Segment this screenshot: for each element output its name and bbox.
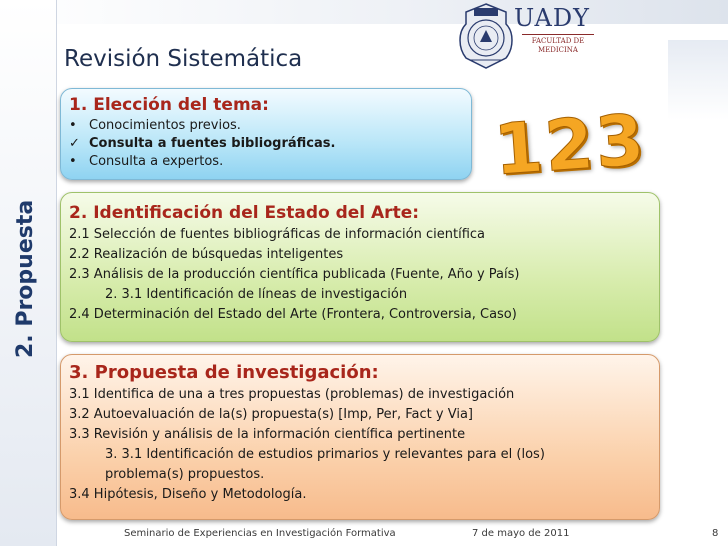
list-item-text: Consulta a expertos. — [89, 154, 224, 169]
list-item-text: Consulta a fuentes bibliográficas. — [89, 136, 336, 151]
brand-subtitle — [522, 37, 594, 55]
list-item: 2.1 Selección de fuentes bibliográficas de información científica — [69, 227, 485, 242]
list-subitem-continuation: problema(s) propuestos. — [105, 467, 265, 482]
list-item: 3.2 Autoevaluación de la(s) propuesta(s) [Imp, Per, Fact y Via] — [69, 407, 473, 422]
topic-selection-box — [60, 88, 472, 180]
list-item — [69, 153, 463, 171]
list-item: 2.2 Realización de búsquedas inteligentes — [69, 247, 344, 262]
bullet-icon: • — [69, 154, 77, 169]
list-item: 2.3 Análisis de la producción científica publicada (Fuente, Año y País) — [69, 267, 520, 282]
list-item: 3.4 Hipótesis, Diseño y Metodología. — [69, 487, 307, 502]
list-subitem: 3. 3.1 Identificación de estudios primarios y relevantes para el (los) — [105, 447, 545, 462]
list-item — [69, 117, 463, 135]
list-subitem: 2. 3.1 Identificación de líneas de investigación — [105, 287, 408, 302]
university-seal-icon — [456, 2, 516, 70]
numbers-graphic: 123 — [491, 98, 649, 192]
list-item: 3.1 Identifica de una a tres propuestas (problemas) de investigación — [69, 387, 515, 402]
section-vertical-label: 2. Propuesta — [13, 199, 38, 358]
list-item-text: Conocimientos previos. — [89, 118, 241, 133]
list-item: 3.3 Revisión y análisis de la información científica pertinente — [69, 427, 466, 442]
footer-page-number: 8 — [712, 528, 719, 539]
list-item — [69, 135, 463, 153]
list-item: 2.4 Determinación del Estado del Arte (Frontera, Controversia, Caso) — [69, 307, 517, 322]
topic-selection-title: 1. Elección del tema: — [69, 95, 269, 115]
brand-subtitle-line2: MEDICINA — [538, 46, 578, 54]
state-of-art-title: 2. Identificación del Estado del Arte: — [69, 203, 420, 223]
research-proposal-title: 3. Propuesta de investigación: — [69, 362, 379, 383]
brand-name: UADY — [514, 4, 590, 32]
footer-seminar-text: Seminario de Experiencias en Investigación Formativa — [124, 528, 396, 539]
research-proposal-box — [60, 354, 660, 520]
slide-title: Revisión Sistemática — [64, 46, 303, 72]
state-of-art-box — [60, 192, 660, 342]
footer-date: 7 de mayo de 2011 — [472, 528, 570, 539]
brand-divider — [522, 34, 594, 35]
right-decorative-strip — [668, 40, 728, 120]
top-decorative-bar — [0, 0, 728, 24]
bullet-icon: • — [69, 118, 77, 133]
checkmark-icon: ✓ — [69, 136, 80, 151]
brand-subtitle-line1: FACULTAD DE — [531, 37, 585, 45]
